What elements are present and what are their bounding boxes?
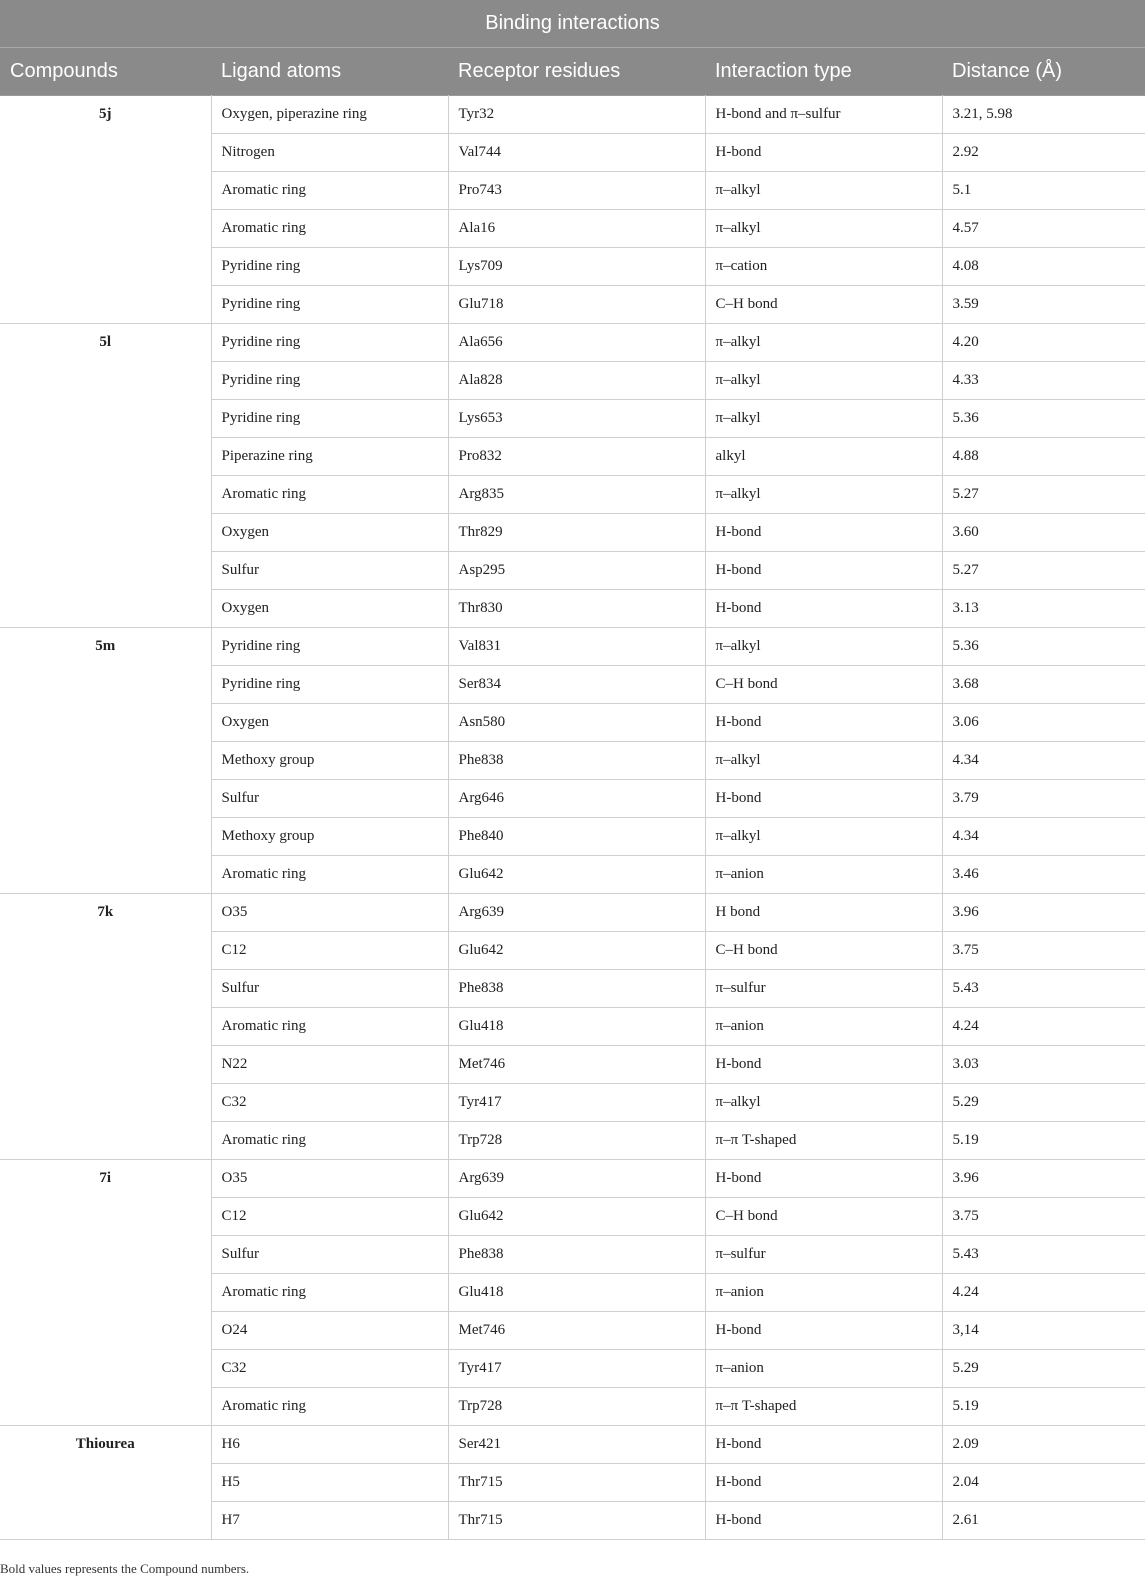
distance-cell: 5.19 bbox=[942, 1122, 1145, 1160]
ligand-atom-cell: Aromatic ring bbox=[211, 476, 448, 514]
distance-cell: 4.57 bbox=[942, 210, 1145, 248]
interaction-type-cell: π–alkyl bbox=[705, 400, 942, 438]
distance-cell: 3.75 bbox=[942, 932, 1145, 970]
ligand-atom-cell: Pyridine ring bbox=[211, 324, 448, 362]
distance-cell: 5.19 bbox=[942, 1388, 1145, 1426]
receptor-residue-cell: Arg639 bbox=[448, 894, 705, 932]
interaction-type-cell: π–alkyl bbox=[705, 172, 942, 210]
receptor-residue-cell: Glu718 bbox=[448, 286, 705, 324]
table-body bbox=[0, 96, 1145, 1540]
interaction-type-cell: π–alkyl bbox=[705, 742, 942, 780]
ligand-atom-cell: Aromatic ring bbox=[211, 1274, 448, 1312]
distance-cell: 4.08 bbox=[942, 248, 1145, 286]
ligand-atom-cell: H5 bbox=[211, 1464, 448, 1502]
compound-cell: 5m bbox=[0, 628, 211, 894]
receptor-residue-cell: Phe838 bbox=[448, 742, 705, 780]
header-compounds: Compounds bbox=[0, 48, 211, 96]
ligand-atom-cell: H7 bbox=[211, 1502, 448, 1540]
ligand-atom-cell: C12 bbox=[211, 1198, 448, 1236]
header-ligand-atoms: Ligand atoms bbox=[211, 48, 448, 96]
distance-cell: 5.36 bbox=[942, 400, 1145, 438]
table-row bbox=[0, 324, 1145, 362]
distance-cell: 3.96 bbox=[942, 1160, 1145, 1198]
interaction-type-cell: π–anion bbox=[705, 1008, 942, 1046]
interaction-type-cell: π–alkyl bbox=[705, 1084, 942, 1122]
distance-cell: 3.06 bbox=[942, 704, 1145, 742]
interaction-type-cell: H-bond bbox=[705, 514, 942, 552]
table-title-row bbox=[0, 0, 1145, 48]
interaction-type-cell: C–H bond bbox=[705, 932, 942, 970]
ligand-atom-cell: Pyridine ring bbox=[211, 628, 448, 666]
table-row bbox=[0, 1160, 1145, 1198]
ligand-atom-cell: Oxygen, piperazine ring bbox=[211, 96, 448, 134]
ligand-atom-cell: C12 bbox=[211, 932, 448, 970]
ligand-atom-cell: Aromatic ring bbox=[211, 1388, 448, 1426]
compound-cell: Thiourea bbox=[0, 1426, 211, 1540]
receptor-residue-cell: Phe838 bbox=[448, 1236, 705, 1274]
interaction-type-cell: H-bond bbox=[705, 1160, 942, 1198]
ligand-atom-cell: Oxygen bbox=[211, 704, 448, 742]
interaction-type-cell: C–H bond bbox=[705, 666, 942, 704]
receptor-residue-cell: Tyr417 bbox=[448, 1350, 705, 1388]
ligand-atom-cell: Pyridine ring bbox=[211, 666, 448, 704]
receptor-residue-cell: Arg639 bbox=[448, 1160, 705, 1198]
ligand-atom-cell: Nitrogen bbox=[211, 134, 448, 172]
receptor-residue-cell: Pro832 bbox=[448, 438, 705, 476]
distance-cell: 5.36 bbox=[942, 628, 1145, 666]
receptor-residue-cell: Tyr32 bbox=[448, 96, 705, 134]
ligand-atom-cell: Methoxy group bbox=[211, 742, 448, 780]
interaction-type-cell: H-bond bbox=[705, 590, 942, 628]
ligand-atom-cell: Pyridine ring bbox=[211, 286, 448, 324]
receptor-residue-cell: Ser834 bbox=[448, 666, 705, 704]
interaction-type-cell: π–π T-shaped bbox=[705, 1122, 942, 1160]
ligand-atom-cell: Aromatic ring bbox=[211, 172, 448, 210]
receptor-residue-cell: Lys709 bbox=[448, 248, 705, 286]
distance-cell: 3.59 bbox=[942, 286, 1145, 324]
ligand-atom-cell: Aromatic ring bbox=[211, 1122, 448, 1160]
ligand-atom-cell: Sulfur bbox=[211, 970, 448, 1008]
table-row bbox=[0, 894, 1145, 932]
distance-cell: 3.96 bbox=[942, 894, 1145, 932]
interaction-type-cell: C–H bond bbox=[705, 286, 942, 324]
interaction-type-cell: H-bond bbox=[705, 1502, 942, 1540]
receptor-residue-cell: Ala16 bbox=[448, 210, 705, 248]
interaction-type-cell: H-bond and π–sulfur bbox=[705, 96, 942, 134]
receptor-residue-cell: Glu418 bbox=[448, 1274, 705, 1312]
receptor-residue-cell: Thr715 bbox=[448, 1464, 705, 1502]
interaction-type-cell: π–sulfur bbox=[705, 1236, 942, 1274]
ligand-atom-cell: O35 bbox=[211, 1160, 448, 1198]
ligand-atom-cell: C32 bbox=[211, 1084, 448, 1122]
ligand-atom-cell: Aromatic ring bbox=[211, 210, 448, 248]
distance-cell: 5.29 bbox=[942, 1350, 1145, 1388]
interaction-type-cell: H-bond bbox=[705, 1464, 942, 1502]
receptor-residue-cell: Asp295 bbox=[448, 552, 705, 590]
receptor-residue-cell: Met746 bbox=[448, 1046, 705, 1084]
interaction-type-cell: π–alkyl bbox=[705, 628, 942, 666]
distance-cell: 4.24 bbox=[942, 1274, 1145, 1312]
interaction-type-cell: H bond bbox=[705, 894, 942, 932]
interaction-type-cell: H-bond bbox=[705, 552, 942, 590]
distance-cell: 3.68 bbox=[942, 666, 1145, 704]
receptor-residue-cell: Lys653 bbox=[448, 400, 705, 438]
distance-cell: 4.34 bbox=[942, 818, 1145, 856]
interaction-type-cell: π–alkyl bbox=[705, 362, 942, 400]
table-header-row bbox=[0, 48, 1145, 96]
header-receptor-residues: Receptor residues bbox=[448, 48, 705, 96]
interaction-type-cell: π–cation bbox=[705, 248, 942, 286]
ligand-atom-cell: Aromatic ring bbox=[211, 856, 448, 894]
table-row bbox=[0, 628, 1145, 666]
receptor-residue-cell: Met746 bbox=[448, 1312, 705, 1350]
header-distance: Distance (Å) bbox=[942, 48, 1145, 96]
distance-cell: 3.21, 5.98 bbox=[942, 96, 1145, 134]
ligand-atom-cell: Oxygen bbox=[211, 590, 448, 628]
receptor-residue-cell: Ser421 bbox=[448, 1426, 705, 1464]
distance-cell: 2.04 bbox=[942, 1464, 1145, 1502]
distance-cell: 4.88 bbox=[942, 438, 1145, 476]
distance-cell: 5.27 bbox=[942, 476, 1145, 514]
interaction-type-cell: H-bond bbox=[705, 1426, 942, 1464]
table-title: Binding interactions bbox=[0, 0, 1145, 48]
receptor-residue-cell: Arg646 bbox=[448, 780, 705, 818]
receptor-residue-cell: Asn580 bbox=[448, 704, 705, 742]
ligand-atom-cell: Pyridine ring bbox=[211, 248, 448, 286]
ligand-atom-cell: O35 bbox=[211, 894, 448, 932]
receptor-residue-cell: Trp728 bbox=[448, 1388, 705, 1426]
distance-cell: 5.43 bbox=[942, 1236, 1145, 1274]
distance-cell: 3.60 bbox=[942, 514, 1145, 552]
interaction-type-cell: H-bond bbox=[705, 780, 942, 818]
distance-cell: 2.61 bbox=[942, 1502, 1145, 1540]
distance-cell: 2.92 bbox=[942, 134, 1145, 172]
ligand-atom-cell: Sulfur bbox=[211, 552, 448, 590]
interaction-type-cell: π–alkyl bbox=[705, 210, 942, 248]
receptor-residue-cell: Tyr417 bbox=[448, 1084, 705, 1122]
ligand-atom-cell: Pyridine ring bbox=[211, 400, 448, 438]
ligand-atom-cell: Piperazine ring bbox=[211, 438, 448, 476]
receptor-residue-cell: Thr829 bbox=[448, 514, 705, 552]
interaction-type-cell: π–anion bbox=[705, 1350, 942, 1388]
interaction-type-cell: π–anion bbox=[705, 1274, 942, 1312]
ligand-atom-cell: Aromatic ring bbox=[211, 1008, 448, 1046]
interaction-type-cell: H-bond bbox=[705, 704, 942, 742]
ligand-atom-cell: Sulfur bbox=[211, 780, 448, 818]
ligand-atom-cell: O24 bbox=[211, 1312, 448, 1350]
table-row bbox=[0, 1426, 1145, 1464]
receptor-residue-cell: Ala828 bbox=[448, 362, 705, 400]
compound-cell: 5l bbox=[0, 324, 211, 628]
receptor-residue-cell: Phe840 bbox=[448, 818, 705, 856]
receptor-residue-cell: Pro743 bbox=[448, 172, 705, 210]
distance-cell: 4.34 bbox=[942, 742, 1145, 780]
ligand-atom-cell: C32 bbox=[211, 1350, 448, 1388]
interaction-type-cell: H-bond bbox=[705, 134, 942, 172]
receptor-residue-cell: Phe838 bbox=[448, 970, 705, 1008]
interaction-type-cell: π–anion bbox=[705, 856, 942, 894]
distance-cell: 4.20 bbox=[942, 324, 1145, 362]
distance-cell: 4.33 bbox=[942, 362, 1145, 400]
compound-cell: 5j bbox=[0, 96, 211, 324]
interaction-type-cell: π–π T-shaped bbox=[705, 1388, 942, 1426]
interaction-type-cell: alkyl bbox=[705, 438, 942, 476]
table-row bbox=[0, 96, 1145, 134]
ligand-atom-cell: Methoxy group bbox=[211, 818, 448, 856]
interaction-type-cell: π–alkyl bbox=[705, 818, 942, 856]
interaction-type-cell: H-bond bbox=[705, 1312, 942, 1350]
receptor-residue-cell: Glu642 bbox=[448, 932, 705, 970]
interaction-type-cell: π–sulfur bbox=[705, 970, 942, 1008]
receptor-residue-cell: Glu418 bbox=[448, 1008, 705, 1046]
receptor-residue-cell: Arg835 bbox=[448, 476, 705, 514]
interaction-type-cell: π–alkyl bbox=[705, 324, 942, 362]
receptor-residue-cell: Thr830 bbox=[448, 590, 705, 628]
receptor-residue-cell: Val744 bbox=[448, 134, 705, 172]
ligand-atom-cell: Pyridine ring bbox=[211, 362, 448, 400]
interaction-type-cell: H-bond bbox=[705, 1046, 942, 1084]
distance-cell: 5.43 bbox=[942, 970, 1145, 1008]
distance-cell: 3.46 bbox=[942, 856, 1145, 894]
receptor-residue-cell: Ala656 bbox=[448, 324, 705, 362]
distance-cell: 3.13 bbox=[942, 590, 1145, 628]
distance-cell: 3.79 bbox=[942, 780, 1145, 818]
interaction-type-cell: C–H bond bbox=[705, 1198, 942, 1236]
receptor-residue-cell: Trp728 bbox=[448, 1122, 705, 1160]
ligand-atom-cell: Oxygen bbox=[211, 514, 448, 552]
receptor-residue-cell: Val831 bbox=[448, 628, 705, 666]
distance-cell: 5.27 bbox=[942, 552, 1145, 590]
table-footnote: Bold values represents the Compound numbers. bbox=[0, 1561, 250, 1576]
interaction-type-cell: π–alkyl bbox=[705, 476, 942, 514]
ligand-atom-cell: Sulfur bbox=[211, 1236, 448, 1274]
distance-cell: 5.1 bbox=[942, 172, 1145, 210]
distance-cell: 3.03 bbox=[942, 1046, 1145, 1084]
distance-cell: 5.29 bbox=[942, 1084, 1145, 1122]
header-interaction-type: Interaction type bbox=[705, 48, 942, 96]
ligand-atom-cell: H6 bbox=[211, 1426, 448, 1464]
distance-cell: 3.75 bbox=[942, 1198, 1145, 1236]
distance-cell: 3,14 bbox=[942, 1312, 1145, 1350]
compound-cell: 7i bbox=[0, 1160, 211, 1426]
compound-cell: 7k bbox=[0, 894, 211, 1160]
receptor-residue-cell: Glu642 bbox=[448, 1198, 705, 1236]
ligand-atom-cell: N22 bbox=[211, 1046, 448, 1084]
distance-cell: 4.24 bbox=[942, 1008, 1145, 1046]
receptor-residue-cell: Thr715 bbox=[448, 1502, 705, 1540]
receptor-residue-cell: Glu642 bbox=[448, 856, 705, 894]
distance-cell: 2.09 bbox=[942, 1426, 1145, 1464]
